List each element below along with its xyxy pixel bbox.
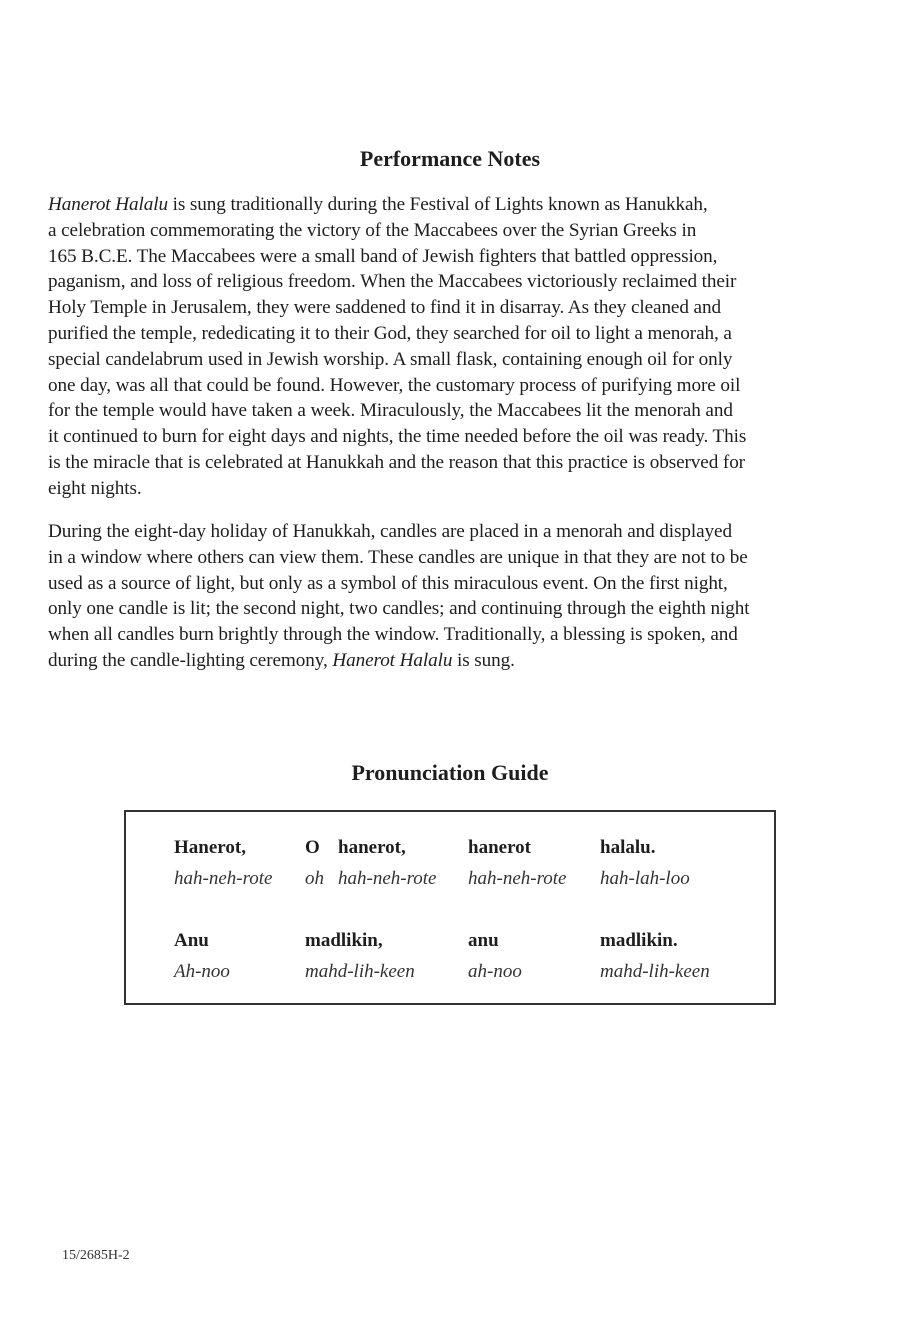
lyric-word: anu [468,930,499,951]
text-line: eight nights. [48,477,142,499]
text-line: during the candle-lighting ceremony, Hanerot Halalu is sung. [48,649,515,671]
pronunciation: hah-neh-rote [468,868,567,889]
performance-notes-paragraph-2 [48,519,848,674]
pronunciation: mahd-lih-keen [305,961,415,982]
pronunciation: oh [305,868,324,889]
pronunciation-guide-box [124,810,776,1005]
pronunciation: hah-neh-rote [174,868,273,889]
text-line: Hanerot Halalu is sung traditionally during the Festival of Lights known as Hanukkah, [48,194,708,215]
text-line: used as a source of light, but only as a symbol of this miraculous event. On the first night, [48,572,728,594]
lyric-word: madlikin, [305,930,383,951]
lyric-word: halalu. [600,837,656,858]
pronunciation: hah-lah-loo [600,868,690,889]
lyric-word: Anu [174,930,209,951]
text-line: paganism, and loss of religious freedom. When the Maccabees victoriously reclaimed their [48,271,737,293]
text-line: a celebration commemorating the victory of the Maccabees over the Syrian Greeks in [48,219,697,241]
lyric-word: hanerot [468,837,531,858]
song-title: Hanerot Halalu [332,649,453,671]
pronunciation: hah-neh-rote [338,868,437,889]
text-line: it continued to burn for eight days and nights, the time needed before the oil was ready. This [48,426,747,448]
text-line: one day, was all that could be found. However, the customary process of purifying more oil [48,374,741,396]
text-line: is the miracle that is celebrated at Hanukkah and the reason that this practice is observed for [48,451,745,473]
lyric-word: madlikin. [600,930,678,951]
lyric-word: hanerot, [338,837,406,858]
text-line: when all candles burn brightly through the window. Traditionally, a blessing is spoken, and [48,624,738,646]
performance-notes-paragraph-1 [48,192,848,502]
text-line: Holy Temple in Jerusalem, they were saddened to find it in disarray. As they cleaned and [48,297,721,319]
page-footer-code: 15/2685H-2 [62,1248,130,1263]
lyric-word: O [305,837,320,858]
pronunciation-guide-title: Pronunciation Guide [351,760,549,785]
lyric-word: Hanerot, [174,837,246,858]
pronunciation: ah-noo [468,961,522,982]
performance-notes-title: Performance Notes [359,146,541,171]
pronunciation: Ah-noo [174,961,230,982]
text-line: for the temple would have taken a week. Miraculously, the Maccabees lit the menorah and [48,400,733,422]
text-line: special candelabrum used in Jewish worship. A small flask, containing enough oil for only [48,348,733,370]
text-line: only one candle is lit; the second night, two candles; and continuing through the eighth night [48,598,750,620]
text-line: purified the temple, rededicating it to their God, they searched for oil to light a menorah, a [48,322,732,344]
text-line: 165 B.C.E. The Maccabees were a small band of Jewish fighters that battled oppression, [48,245,718,267]
song-title: Hanerot Halalu [48,194,168,215]
pronunciation: mahd-lih-keen [600,961,710,982]
text-line: in a window where others can view them. These candles are unique in that they are not to be [48,546,748,568]
text-line: During the eight-day holiday of Hanukkah, candles are placed in a menorah and displayed [48,521,732,542]
